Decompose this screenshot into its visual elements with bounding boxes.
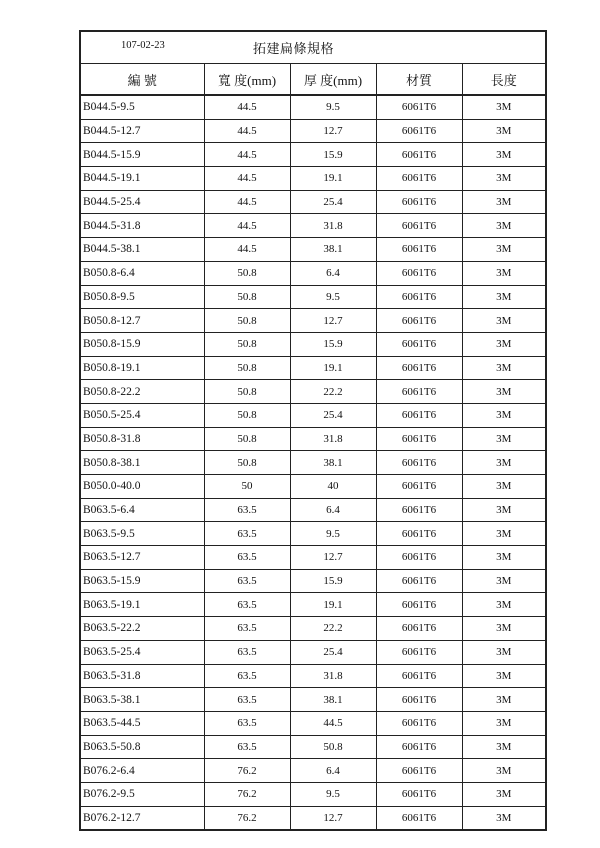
cell-code: B076.2-12.7 xyxy=(80,806,204,830)
cell-length: 3M xyxy=(462,332,546,356)
cell-length: 3M xyxy=(462,261,546,285)
cell-length: 3M xyxy=(462,214,546,238)
table-row xyxy=(80,119,546,143)
table-row xyxy=(80,356,546,380)
table-row xyxy=(80,711,546,735)
cell-width: 76.2 xyxy=(204,806,290,830)
cell-code: B050.8-9.5 xyxy=(80,285,204,309)
cell-length: 3M xyxy=(462,593,546,617)
cell-length: 3M xyxy=(462,546,546,570)
cell-length: 3M xyxy=(462,475,546,499)
cell-length: 3M xyxy=(462,119,546,143)
cell-thickness: 19.1 xyxy=(290,356,376,380)
cell-width: 63.5 xyxy=(204,735,290,759)
table-row xyxy=(80,285,546,309)
cell-material: 6061T6 xyxy=(376,95,462,119)
cell-material: 6061T6 xyxy=(376,522,462,546)
cell-material: 6061T6 xyxy=(376,782,462,806)
cell-code: B044.5-12.7 xyxy=(80,119,204,143)
cell-width: 44.5 xyxy=(204,238,290,262)
table-row xyxy=(80,332,546,356)
cell-code: B050.5-25.4 xyxy=(80,403,204,427)
cell-width: 50.8 xyxy=(204,309,290,333)
cell-code: B063.5-9.5 xyxy=(80,522,204,546)
table-row xyxy=(80,309,546,333)
table-row xyxy=(80,664,546,688)
cell-code: B063.5-12.7 xyxy=(80,546,204,570)
cell-material: 6061T6 xyxy=(376,593,462,617)
cell-code: B044.5-31.8 xyxy=(80,214,204,238)
table-row xyxy=(80,522,546,546)
cell-thickness: 12.7 xyxy=(290,119,376,143)
cell-code: B063.5-25.4 xyxy=(80,640,204,664)
cell-code: B063.5-31.8 xyxy=(80,664,204,688)
cell-width: 44.5 xyxy=(204,143,290,167)
cell-code: B050.8-22.2 xyxy=(80,380,204,404)
table-row xyxy=(80,167,546,191)
table-row xyxy=(80,593,546,617)
cell-code: B050.8-31.8 xyxy=(80,427,204,451)
cell-width: 50.8 xyxy=(204,285,290,309)
cell-code: B044.5-9.5 xyxy=(80,95,204,119)
cell-width: 50.8 xyxy=(204,427,290,451)
table-row xyxy=(80,569,546,593)
column-header-code: 編 號 xyxy=(80,64,204,96)
cell-thickness: 15.9 xyxy=(290,143,376,167)
cell-length: 3M xyxy=(462,143,546,167)
cell-code: B076.2-9.5 xyxy=(80,782,204,806)
cell-length: 3M xyxy=(462,190,546,214)
cell-length: 3M xyxy=(462,95,546,119)
cell-thickness: 38.1 xyxy=(290,238,376,262)
title-row xyxy=(80,31,546,64)
cell-length: 3M xyxy=(462,356,546,380)
cell-code: B063.5-15.9 xyxy=(80,569,204,593)
cell-material: 6061T6 xyxy=(376,214,462,238)
cell-thickness: 38.1 xyxy=(290,451,376,475)
cell-code: B044.5-15.9 xyxy=(80,143,204,167)
cell-thickness: 19.1 xyxy=(290,167,376,191)
cell-length: 3M xyxy=(462,617,546,641)
cell-width: 63.5 xyxy=(204,617,290,641)
cell-width: 50.8 xyxy=(204,261,290,285)
cell-thickness: 6.4 xyxy=(290,261,376,285)
table-row xyxy=(80,427,546,451)
cell-length: 3M xyxy=(462,664,546,688)
cell-material: 6061T6 xyxy=(376,380,462,404)
table-row xyxy=(80,498,546,522)
column-header-length: 長度 xyxy=(462,64,546,96)
table-row xyxy=(80,759,546,783)
cell-code: B063.5-50.8 xyxy=(80,735,204,759)
cell-width: 50.8 xyxy=(204,380,290,404)
cell-width: 63.5 xyxy=(204,522,290,546)
table-row xyxy=(80,95,546,119)
cell-length: 3M xyxy=(462,640,546,664)
cell-code: B063.5-22.2 xyxy=(80,617,204,641)
cell-material: 6061T6 xyxy=(376,735,462,759)
cell-material: 6061T6 xyxy=(376,664,462,688)
cell-material: 6061T6 xyxy=(376,427,462,451)
cell-thickness: 40 xyxy=(290,475,376,499)
cell-length: 3M xyxy=(462,569,546,593)
column-header-thickness: 厚 度(mm) xyxy=(290,64,376,96)
cell-material: 6061T6 xyxy=(376,617,462,641)
table-row xyxy=(80,735,546,759)
cell-length: 3M xyxy=(462,309,546,333)
cell-thickness: 25.4 xyxy=(290,403,376,427)
cell-length: 3M xyxy=(462,688,546,712)
cell-width: 63.5 xyxy=(204,688,290,712)
cell-thickness: 31.8 xyxy=(290,427,376,451)
spec-table xyxy=(79,30,547,831)
cell-length: 3M xyxy=(462,451,546,475)
cell-thickness: 15.9 xyxy=(290,569,376,593)
cell-thickness: 31.8 xyxy=(290,664,376,688)
cell-code: B050.8-38.1 xyxy=(80,451,204,475)
cell-width: 63.5 xyxy=(204,711,290,735)
cell-length: 3M xyxy=(462,285,546,309)
cell-material: 6061T6 xyxy=(376,688,462,712)
cell-thickness: 15.9 xyxy=(290,332,376,356)
column-header-width: 寬 度(mm) xyxy=(204,64,290,96)
cell-material: 6061T6 xyxy=(376,190,462,214)
cell-material: 6061T6 xyxy=(376,475,462,499)
cell-material: 6061T6 xyxy=(376,546,462,570)
cell-length: 3M xyxy=(462,711,546,735)
cell-thickness: 31.8 xyxy=(290,214,376,238)
cell-length: 3M xyxy=(462,522,546,546)
cell-thickness: 9.5 xyxy=(290,95,376,119)
cell-material: 6061T6 xyxy=(376,498,462,522)
cell-code: B050.8-12.7 xyxy=(80,309,204,333)
column-header-row xyxy=(80,64,546,96)
table-row xyxy=(80,546,546,570)
cell-width: 50.8 xyxy=(204,403,290,427)
cell-thickness: 38.1 xyxy=(290,688,376,712)
spec-sheet xyxy=(79,30,545,831)
cell-width: 50.8 xyxy=(204,332,290,356)
cell-thickness: 9.5 xyxy=(290,285,376,309)
cell-length: 3M xyxy=(462,806,546,830)
cell-material: 6061T6 xyxy=(376,119,462,143)
table-row xyxy=(80,806,546,830)
cell-thickness: 12.7 xyxy=(290,309,376,333)
cell-material: 6061T6 xyxy=(376,309,462,333)
table-row xyxy=(80,451,546,475)
table-row xyxy=(80,640,546,664)
cell-material: 6061T6 xyxy=(376,332,462,356)
cell-width: 50 xyxy=(204,475,290,499)
cell-code: B050.0-40.0 xyxy=(80,475,204,499)
table-row xyxy=(80,238,546,262)
cell-width: 63.5 xyxy=(204,640,290,664)
cell-thickness: 12.7 xyxy=(290,546,376,570)
cell-material: 6061T6 xyxy=(376,238,462,262)
cell-width: 50.8 xyxy=(204,356,290,380)
cell-thickness: 22.2 xyxy=(290,617,376,641)
cell-width: 63.5 xyxy=(204,546,290,570)
cell-width: 63.5 xyxy=(204,593,290,617)
cell-code: B044.5-38.1 xyxy=(80,238,204,262)
table-row xyxy=(80,617,546,641)
cell-material: 6061T6 xyxy=(376,640,462,664)
cell-material: 6061T6 xyxy=(376,806,462,830)
cell-code: B063.5-6.4 xyxy=(80,498,204,522)
cell-width: 44.5 xyxy=(204,167,290,191)
cell-length: 3M xyxy=(462,380,546,404)
cell-thickness: 50.8 xyxy=(290,735,376,759)
table-row xyxy=(80,143,546,167)
cell-width: 50.8 xyxy=(204,451,290,475)
cell-width: 63.5 xyxy=(204,664,290,688)
cell-material: 6061T6 xyxy=(376,759,462,783)
cell-width: 63.5 xyxy=(204,498,290,522)
cell-material: 6061T6 xyxy=(376,451,462,475)
cell-code: B044.5-19.1 xyxy=(80,167,204,191)
cell-material: 6061T6 xyxy=(376,285,462,309)
table-row xyxy=(80,403,546,427)
cell-length: 3M xyxy=(462,427,546,451)
cell-thickness: 9.5 xyxy=(290,782,376,806)
table-row xyxy=(80,190,546,214)
cell-thickness: 19.1 xyxy=(290,593,376,617)
cell-material: 6061T6 xyxy=(376,261,462,285)
cell-thickness: 6.4 xyxy=(290,759,376,783)
cell-length: 3M xyxy=(462,238,546,262)
cell-width: 63.5 xyxy=(204,569,290,593)
cell-thickness: 22.2 xyxy=(290,380,376,404)
cell-width: 44.5 xyxy=(204,190,290,214)
document-date: 107-02-23 xyxy=(121,40,165,51)
cell-length: 3M xyxy=(462,403,546,427)
table-row xyxy=(80,782,546,806)
cell-code: B050.8-15.9 xyxy=(80,332,204,356)
cell-width: 44.5 xyxy=(204,214,290,238)
cell-length: 3M xyxy=(462,735,546,759)
table-body xyxy=(80,95,546,830)
cell-length: 3M xyxy=(462,782,546,806)
cell-material: 6061T6 xyxy=(376,569,462,593)
cell-code: B063.5-38.1 xyxy=(80,688,204,712)
cell-thickness: 25.4 xyxy=(290,640,376,664)
cell-thickness: 12.7 xyxy=(290,806,376,830)
cell-width: 76.2 xyxy=(204,782,290,806)
table-row xyxy=(80,380,546,404)
cell-thickness: 6.4 xyxy=(290,498,376,522)
cell-code: B063.5-44.5 xyxy=(80,711,204,735)
cell-material: 6061T6 xyxy=(376,403,462,427)
cell-length: 3M xyxy=(462,759,546,783)
cell-thickness: 25.4 xyxy=(290,190,376,214)
cell-code: B063.5-19.1 xyxy=(80,593,204,617)
cell-length: 3M xyxy=(462,167,546,191)
cell-material: 6061T6 xyxy=(376,356,462,380)
table-row xyxy=(80,261,546,285)
cell-code: B050.8-19.1 xyxy=(80,356,204,380)
cell-material: 6061T6 xyxy=(376,711,462,735)
cell-width: 44.5 xyxy=(204,119,290,143)
cell-code: B076.2-6.4 xyxy=(80,759,204,783)
table-row xyxy=(80,688,546,712)
title-cell xyxy=(80,31,546,64)
cell-code: B050.8-6.4 xyxy=(80,261,204,285)
cell-thickness: 44.5 xyxy=(290,711,376,735)
column-header-material: 材質 xyxy=(376,64,462,96)
document-title: 拓建扁條規格 xyxy=(253,41,335,56)
cell-length: 3M xyxy=(462,498,546,522)
cell-width: 44.5 xyxy=(204,95,290,119)
cell-thickness: 9.5 xyxy=(290,522,376,546)
table-row xyxy=(80,475,546,499)
cell-code: B044.5-25.4 xyxy=(80,190,204,214)
table-row xyxy=(80,214,546,238)
cell-material: 6061T6 xyxy=(376,143,462,167)
cell-material: 6061T6 xyxy=(376,167,462,191)
cell-width: 76.2 xyxy=(204,759,290,783)
